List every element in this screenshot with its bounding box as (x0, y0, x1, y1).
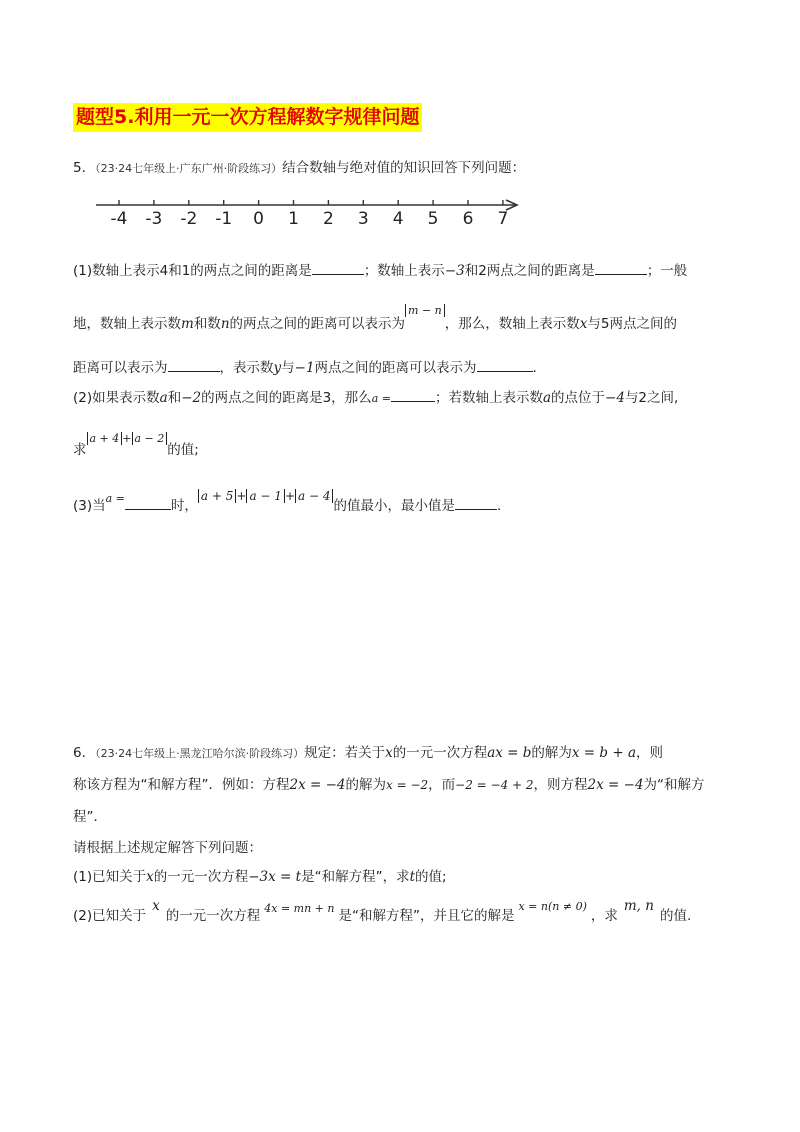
answer-blank[interactable] (477, 359, 533, 372)
q6-p2-text: 是“和解方程”，并且它的解是 (338, 908, 515, 924)
q6-source: （23·24七年级上·黑龙江哈尔滨·阶段练习） (95, 747, 305, 760)
var-n: n (220, 316, 230, 332)
eq-x-minus-2: x = −2 (386, 778, 429, 792)
eq-x-b-plus-a: x = b + a (571, 745, 636, 761)
q6-p1-text: 的一元一次方程 (153, 869, 249, 885)
eq-4x-mn-n: 4x = mn + n (264, 902, 335, 915)
q6-text: 为“和解方 (643, 777, 705, 793)
q5-p2-text: 的点位于 (551, 390, 606, 406)
q5-p2-text: 的两点之间的距离是3，那么 (201, 390, 372, 406)
q5-p2-math: −2 (181, 390, 202, 406)
number-line-tick-label: -2 (180, 209, 198, 229)
answer-blank[interactable] (455, 497, 497, 510)
number-line-tick-label: -1 (215, 209, 233, 229)
q5-p1-text: ；一般 (646, 263, 688, 279)
q6-text: 的解为 (531, 745, 572, 761)
eq-a: a = (105, 492, 125, 505)
var-y: y (273, 360, 282, 376)
q5-p1-text: 与5两点之间的 (587, 316, 677, 332)
q5-p2-text: (2)如果表示数 (73, 390, 160, 406)
q6-p1-text: 的值; (415, 869, 447, 885)
q5-p3-text: 的值最小，最小值是 (333, 498, 455, 514)
q5-p1-text: 和2两点之间的距离是 (464, 263, 595, 279)
q5-stem: 结合数轴与绝对值的知识回答下列问题： (282, 160, 526, 176)
q5-p2-text: 与2之间, (624, 390, 679, 406)
q6-p1-text: 是“和解方程”，求 (301, 869, 410, 885)
number-line-tick-label: 6 (462, 209, 474, 229)
q5-p2-math: −4 (605, 390, 625, 406)
q5-part1-line1 (73, 259, 687, 279)
var-t: t (409, 869, 416, 885)
plus-sign: + (236, 489, 247, 503)
var-a: a (542, 390, 552, 406)
q6-line2 (73, 773, 705, 793)
eq-ax-b: ax = b (487, 745, 532, 761)
eq-check: −2 = −4 + 2 (455, 778, 534, 792)
q6-line4: 请根据上述规定解答下列问题： (73, 840, 262, 856)
answer-blank[interactable] (125, 497, 171, 510)
q5-p1-text: 距离可以表示为 (73, 360, 168, 376)
q6-text: 的一元一次方程 (392, 745, 488, 761)
abs-a-plus-4: a + 4 (87, 432, 123, 445)
q5-p1-text: ，那么，数轴上表示数 (444, 316, 580, 332)
q5-p1-text: ，表示数 (219, 360, 274, 376)
abs-a-minus-1: a − 1 (246, 489, 284, 503)
number-line-tick-label: -4 (110, 209, 128, 229)
q6-p2-text: ，求 (590, 908, 618, 924)
q5-p1-math: −1 (294, 360, 315, 376)
q5-p1-math: −3 (444, 263, 465, 279)
q5-p1-text: . (532, 360, 537, 376)
var-x: x (385, 745, 393, 761)
eq-a: a = (371, 392, 391, 405)
number-line-tick-label: -3 (145, 209, 163, 229)
q5-p1-text: 和数 (193, 316, 221, 332)
q6-text: ，则 (636, 745, 663, 761)
q6-p2-text: 的值. (659, 908, 692, 924)
q5-part2-line1 (73, 386, 678, 406)
q5-header (73, 156, 525, 176)
plus-sign: + (122, 432, 132, 445)
var-x: x (152, 898, 160, 914)
q6-line3: 程”． (73, 809, 107, 825)
q5-p1-text: 两点之间的距离可以表示为 (314, 360, 477, 376)
q5-p2-text: ；若数轴上表示数 (434, 390, 543, 406)
eq-minus-3x-t: −3x = t (248, 869, 302, 885)
answer-blank[interactable] (595, 262, 647, 275)
q6-line1 (73, 741, 663, 761)
q6-text: 的解为 (345, 777, 386, 793)
q6-text: ，而 (428, 777, 456, 793)
q6-p1-text: (1)已知关于 (73, 869, 147, 885)
var-m: m (181, 316, 194, 332)
plus-sign: + (284, 489, 295, 503)
q6-text: 称该方程为“和解方程”．例如：方程 (73, 777, 290, 793)
answer-blank[interactable] (168, 359, 220, 372)
number-line (90, 192, 530, 234)
eq-2x: 2x = −4 (587, 777, 644, 793)
number-line-tick-label: 5 (427, 209, 439, 229)
var-a: a (159, 390, 168, 406)
number-line-tick-label: 7 (497, 209, 509, 229)
q5-p3-text: (3)当 (73, 498, 106, 514)
number-line-tick-label: 4 (392, 209, 404, 229)
section-heading: 题型5.利用一元一次方程解数字规律问题 (73, 103, 422, 132)
vars-m-n: m, n (623, 898, 654, 914)
q5-p1-text: 与 (281, 360, 295, 376)
answer-blank[interactable] (391, 389, 435, 402)
q5-part3 (73, 489, 502, 514)
abs-a-plus-5: a + 5 (198, 489, 236, 503)
number-line-tick-label: 3 (357, 209, 369, 229)
number-line-tick-label: 0 (253, 209, 265, 229)
q5-part1-line3 (73, 356, 537, 376)
var-x: x (146, 869, 154, 885)
q5-p1-text: 地，数轴上表示数 (73, 316, 181, 332)
q5-p3-text: 时， (170, 498, 198, 514)
q5-number: 5． (73, 160, 96, 176)
q6-number: 6． (73, 745, 96, 761)
number-line-tick-label: 1 (288, 209, 299, 229)
q6-text: 规定：若关于 (304, 745, 386, 761)
q5-p1-text: (1)数轴上表示4和1的两点之间的距离是 (73, 263, 312, 279)
q5-p2-text: 的值; (167, 442, 199, 458)
q6-p2-text: 的一元一次方程 (165, 908, 261, 924)
abs-m-minus-n: m − n (405, 304, 445, 317)
q5-p2-text: 求 (73, 442, 87, 458)
abs-a-minus-4: a − 4 (295, 489, 333, 503)
q6-part1 (73, 865, 447, 885)
q5-part2-line2 (73, 432, 199, 458)
var-x: x (579, 316, 588, 332)
q5-p2-text: 和 (167, 390, 182, 406)
eq-solution: x = n(n ≠ 0) (518, 900, 587, 913)
q5-source: （23·24七年级上·广东广州·阶段练习） (95, 162, 283, 175)
q5-p1-text: 的两点之间的距离可以表示为 (229, 316, 406, 332)
abs-a-minus-2: a − 2 (132, 432, 168, 445)
number-line-tick-label: 2 (322, 209, 334, 229)
q5-part1-line2 (73, 304, 677, 332)
q5-p1-text: ；数轴上表示 (363, 263, 445, 279)
answer-blank[interactable] (312, 262, 364, 275)
q6-p2-text: (2)已知关于 (73, 908, 147, 924)
q5-p3-text: . (496, 498, 502, 514)
q6-part2 (73, 898, 692, 924)
q6-text: ，则方程 (533, 777, 588, 793)
eq-2x: 2x = −4 (289, 777, 346, 793)
